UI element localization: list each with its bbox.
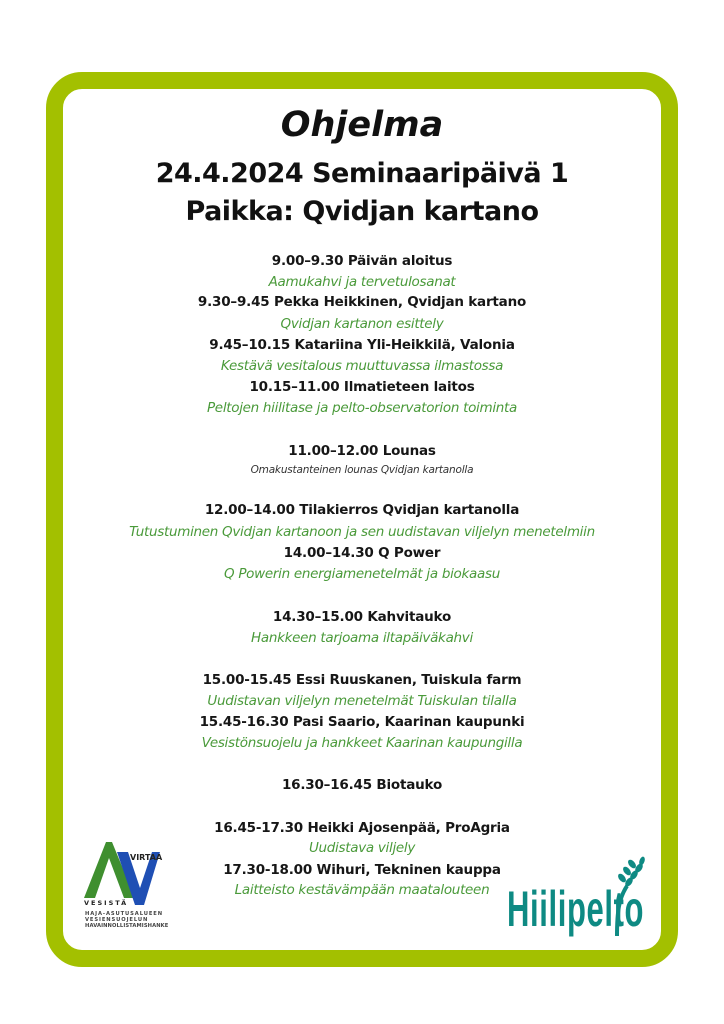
program-item-heading: 12.00–14.00 Tilakierros Qvidjan kartanolla: [204, 502, 520, 518]
av-top-word: VIRTAA: [130, 853, 163, 862]
av-tagline-1: HAJA-ASUTUSALUEEN: [85, 911, 163, 917]
program-item-description: Qvidjan kartanon esittely: [280, 316, 444, 332]
program-item-heading: 9.30–9.45 Pekka Heikkinen, Qvidjan kartano: [197, 294, 527, 310]
program-item-heading: 11.00–12.00 Lounas: [288, 443, 436, 459]
program-item-description: Aamukahvi ja tervetulosanat: [268, 274, 456, 290]
program-item-heading: 16.45-17.30 Heikki Ajosenpää, ProAgria: [214, 820, 510, 836]
program-item-description: Kestävä vesitalous muuttuvassa ilmastossa: [220, 358, 504, 374]
program-item-heading: 15.00-15.45 Essi Ruuskanen, Tuiskula farm: [202, 672, 522, 688]
program-item-heading: 17.30-18.00 Wihuri, Tekninen kauppa: [223, 862, 501, 878]
hiilipelto-wordmark: Hiilipelto: [507, 881, 645, 937]
program-item-heading: 14.30–15.00 Kahvitauko: [272, 609, 452, 625]
program-item-heading: 14.00–14.30 Q Power: [283, 545, 441, 561]
program-item-heading: 9.45–10.15 Katariina Yli-Heikkilä, Valonia: [209, 337, 515, 353]
program-item-description: Vesistönsuojelu ja hankkeet Kaarinan kaupungilla: [201, 735, 523, 751]
program-item-description: Uudistavan viljelyn menetelmät Tuiskulan tilalla: [207, 693, 517, 709]
av-tagline-3: HAVAINNOLLISTAMISHANKE: [85, 923, 169, 929]
event-date-title: 24.4.2024 Seminaaripäivä 1: [155, 158, 569, 189]
av-tagline-2: VESIENSUOJELUN: [85, 917, 149, 923]
hiilipelto-logo: [505, 856, 665, 941]
program-item-note: Omakustanteinen lounas Qvidjan kartanolla: [250, 464, 474, 476]
program-item-heading: 9.00–9.30 Päivän aloitus: [271, 253, 453, 269]
program-item-heading: 16.30–16.45 Biotauko: [281, 777, 443, 793]
program-item-heading: 10.15–11.00 Ilmatieteen laitos: [249, 379, 475, 395]
program-item-description: Laitteisto kestävämpään maatalouteen: [234, 882, 490, 898]
event-venue-title: Paikka: Qvidjan kartano: [185, 196, 539, 227]
program-item-description: Hankkeen tarjoama iltapäiväkahvi: [251, 630, 473, 646]
program-item-description: Uudistava viljely: [308, 840, 416, 856]
page-title: Ohjelma: [280, 105, 444, 145]
program-item-description: Tutustuminen Qvidjan kartanoon ja sen uudistavan viljelyn menetelmiin: [129, 524, 595, 540]
program-item-description: Q Powerin energiamenetelmät ja biokaasu: [224, 566, 500, 582]
program-item-description: Peltojen hiilitase ja pelto-observatorion toiminta: [206, 400, 518, 416]
av-bottom-word: VESISTÄ: [84, 899, 129, 907]
program-item-heading: 15.45-16.30 Pasi Saario, Kaarinan kaupunki: [199, 714, 525, 730]
